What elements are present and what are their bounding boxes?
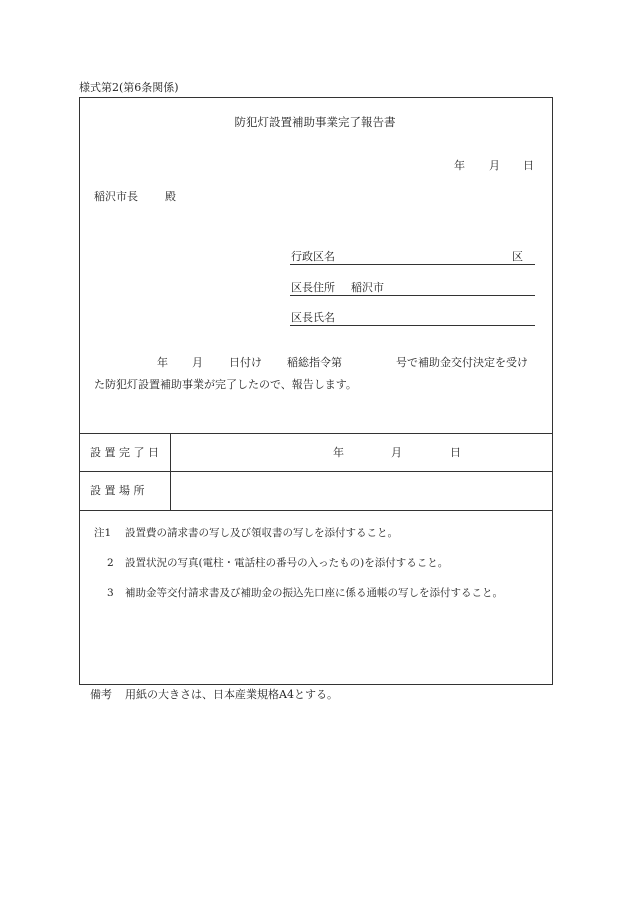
table-top-border <box>79 433 552 434</box>
body-dated: 日付け <box>229 356 262 369</box>
completion-day: 日 <box>450 446 461 459</box>
body-year: 年 <box>157 356 168 369</box>
installation-location-label: 設 置 場 所 <box>90 484 145 497</box>
chief-address-underline <box>290 295 535 296</box>
note-2-marker: 2 <box>107 557 114 569</box>
table-column-divider <box>170 433 171 510</box>
chief-address-label: 区長住所 <box>291 281 335 294</box>
completion-year: 年 <box>333 446 344 459</box>
table-row-divider <box>79 471 552 472</box>
date-year-label: 年 <box>454 159 465 172</box>
body-month: 月 <box>192 356 203 369</box>
district-suffix: 区 <box>512 250 523 263</box>
district-name-underline <box>290 264 535 265</box>
note-1-text: 設置費の請求書の写し及び領収書の写しを添付すること。 <box>125 527 398 539</box>
table-bottom-border <box>79 510 552 511</box>
form-number-label: 様式第2(第6条関係) <box>79 81 179 94</box>
note-2-text: 設置状況の写真(電柱・電話柱の番号の入ったもの)を添付すること。 <box>125 557 449 569</box>
note-3-marker: 3 <box>107 587 114 599</box>
completion-date-label: 設 置 完 了 日 <box>90 446 159 459</box>
body-line2: た防犯灯設置補助事業が完了したので、報告します。 <box>94 378 357 391</box>
addressee-name: 稲沢市長 <box>94 190 138 203</box>
remark-text: 用紙の大きさは、日本産業規格A4とする。 <box>125 688 338 701</box>
date-month-label: 月 <box>489 159 500 172</box>
body-directive: 稲総指令第 <box>287 356 342 369</box>
chief-name-label: 区長氏名 <box>291 311 335 324</box>
note-3-text: 補助金等交付請求書及び補助金の振込先口座に係る通帳の写しを添付すること。 <box>125 587 503 599</box>
completion-month: 月 <box>391 446 402 459</box>
body-line1-rest: 号で補助金交付決定を受け <box>396 356 528 369</box>
note-1-marker: 注1 <box>94 527 112 539</box>
district-name-label: 行政区名 <box>291 250 335 263</box>
date-day-label: 日 <box>523 159 534 172</box>
document-title: 防犯灯設置補助事業完了報告書 <box>234 115 396 129</box>
chief-address-value: 稲沢市 <box>351 281 384 294</box>
chief-name-underline <box>290 325 535 326</box>
remark-label: 備考 <box>90 688 112 701</box>
addressee-honorific: 殿 <box>165 190 176 203</box>
